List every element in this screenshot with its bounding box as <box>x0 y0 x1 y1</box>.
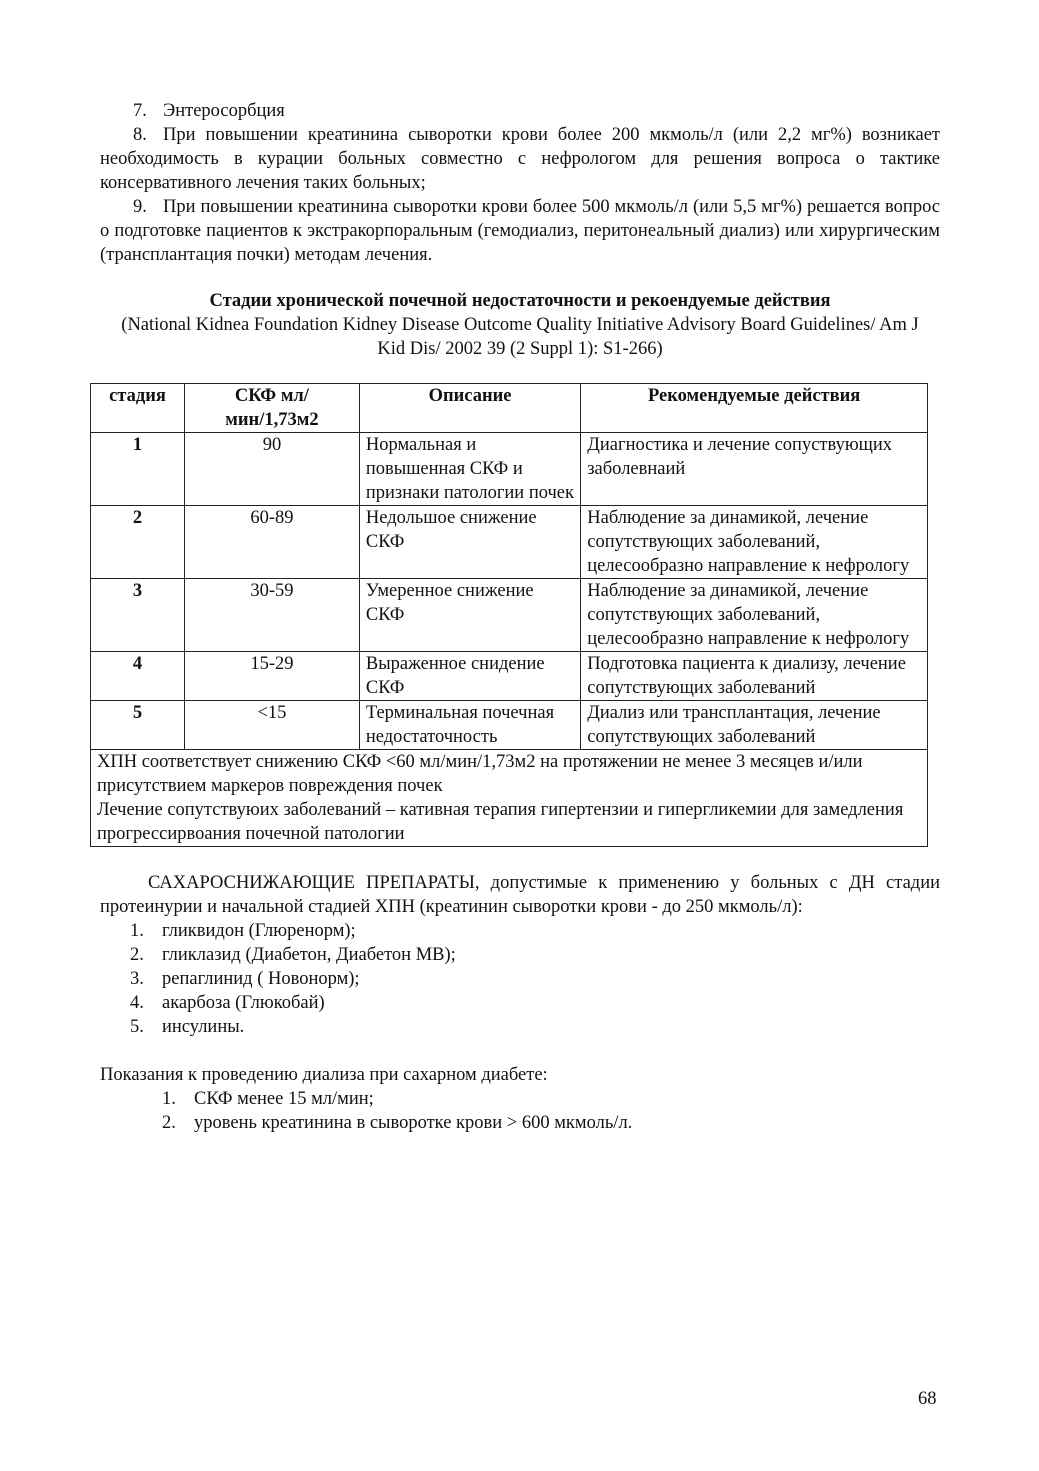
item-text: гликвидон (Глюренорм); <box>162 921 356 941</box>
document-page <box>97 99 940 1135</box>
item-number: 1. <box>130 921 144 941</box>
list-item <box>162 1111 940 1135</box>
header-actions: Рекомендуемые действия <box>581 384 928 433</box>
list-item <box>130 967 940 991</box>
cell-actions: Наблюдение за динамикой, лечение сопутствующих заболеваний, целесообразно направление к нефрологу <box>581 579 928 652</box>
drugs-list <box>130 919 940 1039</box>
item-text: При повышении креатинина сыворотки крови более 200 мкмоль/л (или 2,2 мг%) возникает необходимость в курации больных совместно с нефрологом для решения вопроса о тактике консервативного лечения таких больных; <box>100 125 940 193</box>
item-text: репаглинид ( Новонорм); <box>162 969 360 989</box>
cell-gfr: 90 <box>185 433 360 506</box>
header-description: Описание <box>359 384 580 433</box>
item-text: уровень креатинина в сыворотке крови > 600 мкмоль/л. <box>194 1113 633 1133</box>
table-row <box>91 433 928 506</box>
cell-gfr: 30-59 <box>185 579 360 652</box>
cell-description: Недольшое снижение СКФ <box>359 506 580 579</box>
cell-gfr: <15 <box>185 701 360 750</box>
table-row <box>91 652 928 701</box>
drugs-intro: САХАРОСНИЖАЮЩИЕ ПРЕПАРАТЫ, допустимые к применению у больных с ДН стадии протеинурии и начальной стадией ХПН (креатинин сыворотки крови - до 250 мкмоль/л): <box>100 873 940 917</box>
list-item <box>130 919 940 943</box>
footer-note-ckd-definition: ХПН соответствует снижению СКФ <60 мл/мин/1,73м2 на протяжении не менее 3 месяцев и/или присутствием маркеров повреждения почек <box>97 752 863 796</box>
item-text: Энтеросорбция <box>163 101 285 121</box>
item-number: 2. <box>162 1113 176 1133</box>
list-item <box>130 1015 940 1039</box>
cell-actions: Диализ или трансплантация, лечение сопутствующих заболеваний <box>581 701 928 750</box>
cell-stage: 3 <box>91 579 185 652</box>
page-number: 68 <box>918 1389 937 1409</box>
table-header-row <box>91 384 928 433</box>
list-item <box>130 991 940 1015</box>
dialysis-list <box>162 1087 940 1135</box>
cell-description: Терминальная почечная недостаточность <box>359 701 580 750</box>
item-text: инсулины. <box>162 1017 245 1037</box>
table-row <box>91 506 928 579</box>
cell-stage: 2 <box>91 506 185 579</box>
table-subtitle: (National Kidnea Foundation Kidney Disease Outcome Quality Initiative Advisory Board Guidelines/ Am J Kid Dis/ 2002 39 (2 Suppl 1): S1-266) <box>121 315 919 359</box>
cell-actions: Наблюдение за динамикой, лечение сопутствующих заболеваний, целесообразно направление к нефрологу <box>581 506 928 579</box>
item-text: При повышении креатинина сыворотки крови более 500 мкмоль/л (или 5,5 мг%) решается вопрос о подготовке пациентов к экстракорпоральным (гемодиализ, перитонеальный диализ) или хирургическим (трансплантация почки) методам лечения. <box>100 197 940 265</box>
list-item-8 <box>100 123 940 195</box>
cell-actions: Диагностика и лечение сопуствующих заболевнаий <box>581 433 928 506</box>
item-number: 5. <box>130 1017 144 1037</box>
item-number: 3. <box>130 969 144 989</box>
cell-stage: 5 <box>91 701 185 750</box>
cell-description: Выраженное снидение СКФ <box>359 652 580 701</box>
item-number: 7. <box>133 101 147 121</box>
cell-gfr: 60-89 <box>185 506 360 579</box>
item-number: 2. <box>130 945 144 965</box>
item-text: СКФ менее 15 мл/мин; <box>194 1089 374 1109</box>
footer-note-treatment: Лечение сопутствуюих заболеваний – кативная терапия гипертензии и гипергликемии для замедления прогрессирвоания почечной патологии <box>97 800 904 844</box>
list-item-9 <box>100 195 940 267</box>
item-number: 1. <box>162 1089 176 1109</box>
list-item <box>130 943 940 967</box>
table-footer-cell <box>91 750 928 847</box>
item-text: акарбоза (Глюкобай) <box>162 993 325 1013</box>
table-footer-row <box>91 750 928 847</box>
cell-stage: 4 <box>91 652 185 701</box>
item-text: гликлазид (Диабетон, Диабетон МВ); <box>162 945 456 965</box>
cell-gfr: 15-29 <box>185 652 360 701</box>
ckd-stages-table <box>90 383 928 847</box>
table-row <box>91 701 928 750</box>
item-number: 8. <box>133 125 147 145</box>
cell-description: Нормальная и повышенная СКФ и признаки патологии почек <box>359 433 580 506</box>
cell-stage: 1 <box>91 433 185 506</box>
item-number: 4. <box>130 993 144 1013</box>
list-item <box>162 1087 940 1111</box>
table-title: Стадии хронической почечной недостаточности и рекоендуемые действия <box>209 291 831 311</box>
header-stage: стадия <box>91 384 185 433</box>
item-number: 9. <box>133 197 147 217</box>
list-item-7 <box>100 99 940 123</box>
cell-actions: Подготовка пациента к диализу, лечение сопутствующих заболеваний <box>581 652 928 701</box>
dialysis-intro: Показания к проведению диализа при сахарном диабете: <box>100 1065 548 1085</box>
cell-description: Умеренное снижение СКФ <box>359 579 580 652</box>
table-row <box>91 579 928 652</box>
header-gfr: СКФ мл/мин/1,73м2 <box>185 384 360 433</box>
